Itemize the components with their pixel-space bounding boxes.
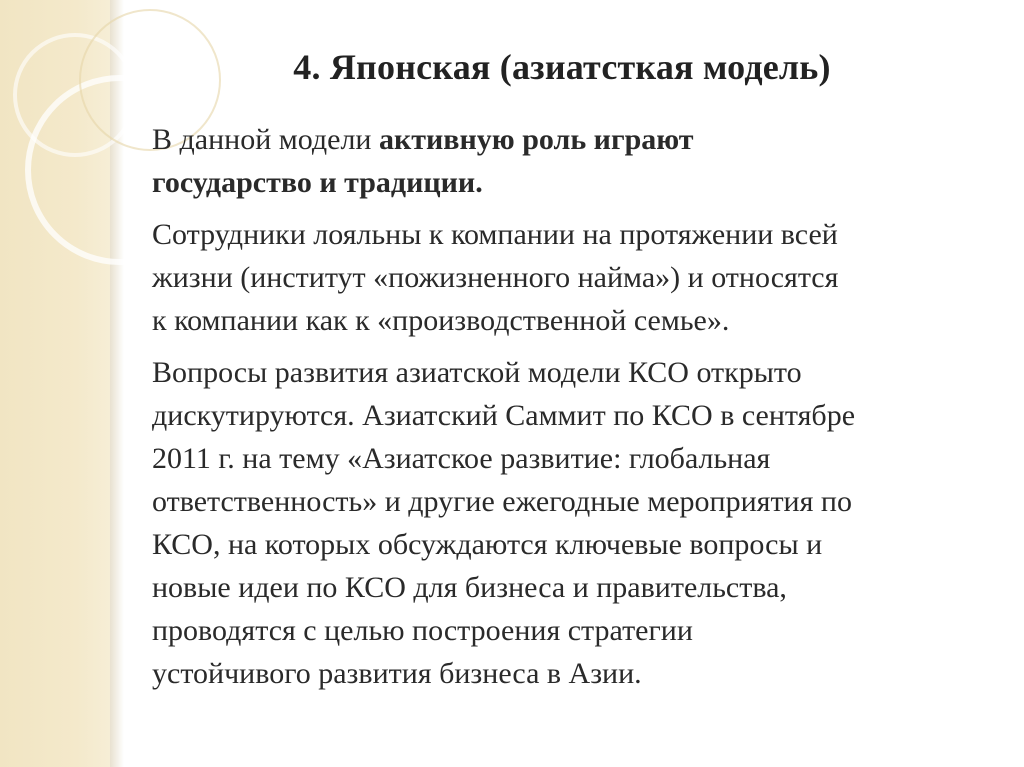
paragraph-2-line-1: Сотрудники лояльны к компании на протяжении всей — [152, 218, 838, 251]
paragraph-1 — [152, 118, 1012, 204]
paragraph-2-line-3: к компании как к «производственной семье». — [152, 304, 730, 337]
paragraph-3 — [152, 351, 1012, 695]
paragraph-3-line-3: 2011 г. на тему «Азиатское развитие: глобальная — [152, 442, 771, 475]
paragraph-1-emphasis-line-2: государство и традиции. — [152, 166, 483, 199]
slide-title: 4. Японская (азиатсткая модель) — [293, 47, 831, 87]
paragraph-3-line-6: новые идеи по КСО для бизнеса и правительства, — [152, 571, 787, 604]
paragraph-3-line-8: устойчивого развития бизнеса в Азии. — [152, 657, 642, 690]
slide-body — [152, 118, 1012, 704]
paragraph-2 — [152, 213, 1012, 342]
decorative-ring-small — [15, 35, 135, 155]
paragraph-3-line-1: Вопросы развития азиатской модели КСО открыто — [152, 356, 802, 389]
paragraph-3-line-2: дискутируются. Азиатский Саммит по КСО в сентябре — [152, 399, 856, 432]
paragraph-2-line-2: жизни (институт «пожизненного найма») и относятся — [152, 261, 839, 294]
paragraph-3-line-7: проводятся с целью построения стратегии — [152, 614, 693, 647]
paragraph-3-line-4: ответственность» и другие ежегодные мероприятия по — [152, 485, 852, 518]
paragraph-1-lead: В данной модели — [152, 123, 379, 156]
paragraph-3-line-5: КСО, на которых обсуждаются ключевые вопросы и — [152, 528, 823, 561]
paragraph-1-emphasis-line-1: активную роль играют — [378, 123, 694, 156]
